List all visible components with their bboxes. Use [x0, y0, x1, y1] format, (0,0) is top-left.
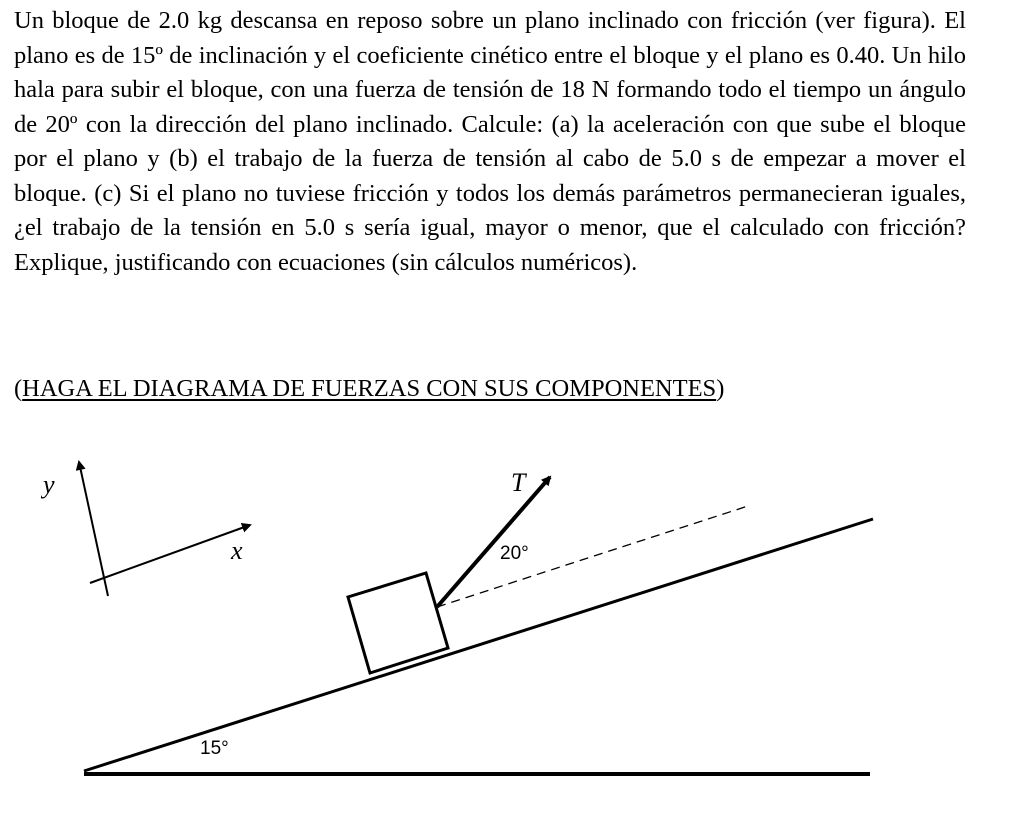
problem-paragraph: Un bloque de 2.0 kg descansa en reposo sobre un plano inclinado con fricción (ver figura). El plano es de 15º de inclinación y el coeficiente cinético entre el bloque y el plano es 0.40. Un hilo hala para subir el bloque, con una fuerza de tensión de 18 N formando todo el tiempo un ángulo de 20º con la dirección del plano inclinado. Calcule: (a) la aceleración con que sube el bloque por el plano y (b) el trabajo de la fuerza de tensión al cabo de 5.0 s de empezar a mover el bloque. (c) Si el plano no tuviese fricción y todos los demás parámetros permanecieran iguales, ¿el trabajo de la tensión en 5.0 s sería igual, mayor o menor, que el calculado con fricción? Explique, justificando con ecuaciones (sin cálculos numéricos).: [14, 7, 966, 276]
instruction-open-paren: (: [14, 375, 23, 402]
instruction-text: HAGA EL DIAGRAMA DE FUERZAS CON SUS COMPONENTES: [22, 375, 717, 402]
x-axis-label: x: [231, 536, 243, 565]
incline-angle-label: 15°: [200, 738, 229, 759]
diagram-instruction: [14, 372, 724, 406]
coordinate-axes: [40, 462, 250, 596]
tension-vector: [437, 477, 550, 607]
x-axis: [90, 525, 250, 583]
incline-figure: [0, 430, 1024, 837]
incline-reference-dashed: [437, 506, 748, 607]
y-axis-label: y: [43, 470, 55, 499]
tension-angle-label: 20°: [500, 543, 529, 564]
instruction-close-paren: ): [716, 375, 725, 402]
tension-label: T: [511, 468, 526, 497]
problem-statement: [14, 4, 966, 280]
y-axis: [79, 462, 108, 596]
